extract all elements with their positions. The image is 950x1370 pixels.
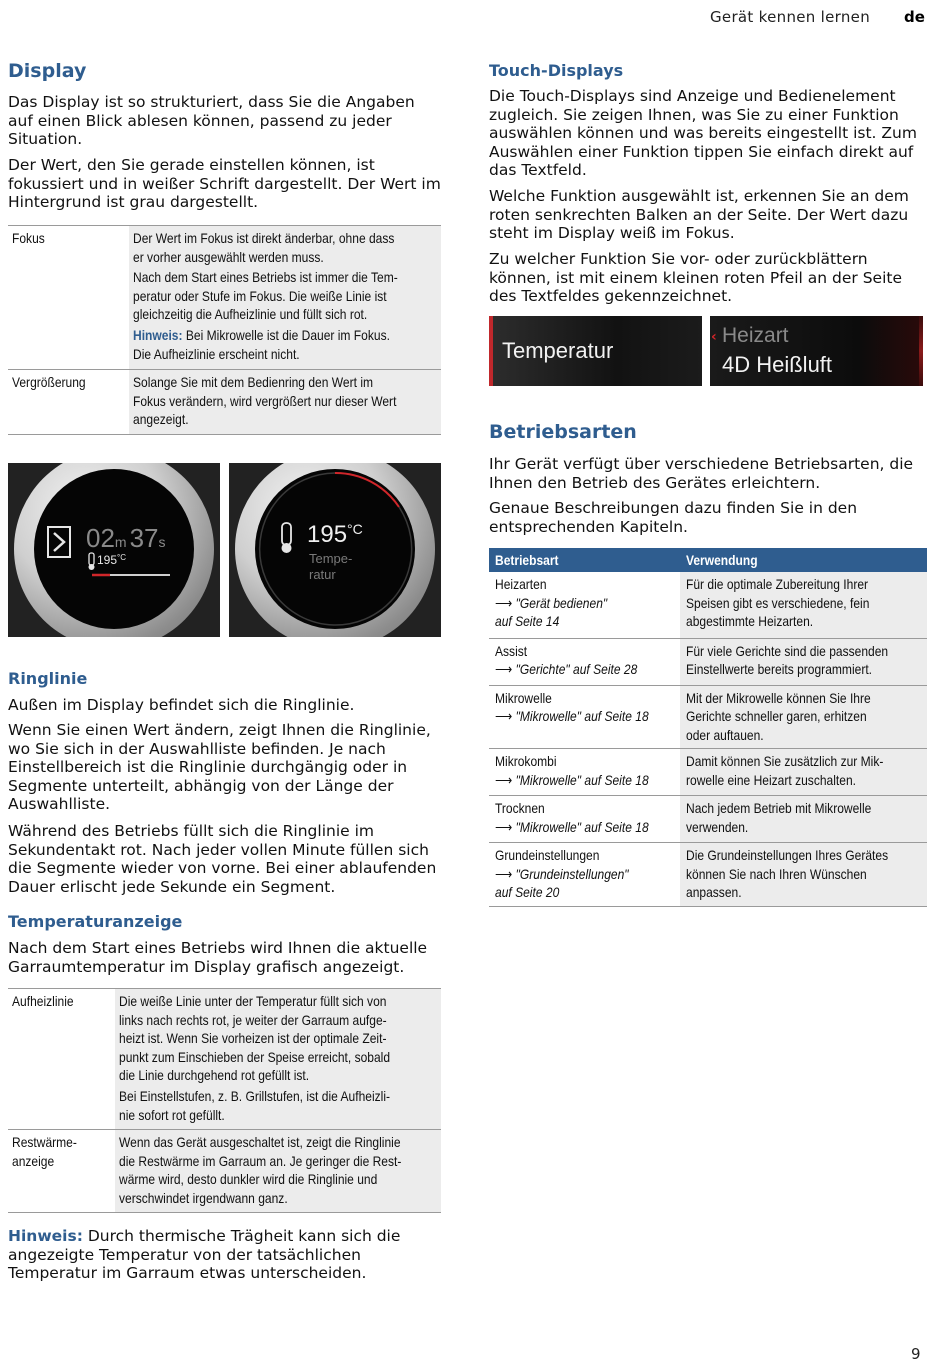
verwendung-cell: Mit der Mikrowelle können Sie Ihre Gerichte schneller garen, erhitzen oder auftauen. — [680, 685, 927, 749]
desc-vergroesserung: Solange Sie mit dem Bedienring den Wert im Fokus verändern, wird vergrößert nur dieser Wert angezeigt. — [129, 370, 441, 434]
column-header-verwendung: Verwendung — [680, 548, 927, 572]
microwave-door-icon — [48, 527, 70, 557]
ringlinie-paragraph-3: Während des Betriebs füllt sich die Ringlinie im Sekundentakt rot. Nach jeder vollen Minute füllen sich die Segmente wieder von vorne. Bei einer ablaufenden Dauer erlischt jede Sekunde ein Segment. — [8, 822, 437, 896]
touch-paragraph-1: Die Touch-Displays sind Anzeige und Bedienelement zugleich. Sie zeigen Ihnen, was Sie zu einer Funktion auswählen können und was bereits eingestellt ist. Zum Auswählen einer Funktion tippen Sie einfach direkt auf das Textfeld. — [489, 87, 917, 180]
term-restwaermeanzeige: Restwärme- anzeige — [12, 1134, 77, 1169]
display-image-duration — [8, 463, 220, 637]
term-aufheizlinie: Aufheizlinie — [12, 993, 74, 1009]
term-vergroesserung: Vergrößerung — [12, 374, 86, 390]
table-row — [489, 638, 927, 685]
thermometer-small-icon — [89, 553, 95, 570]
display-image-temperature — [229, 463, 441, 637]
table-row — [489, 843, 927, 907]
display-heading: Display — [8, 60, 87, 82]
duration-value: 02m 37s — [86, 523, 166, 553]
arrow-icon: ⟶ — [495, 594, 513, 611]
table-row — [489, 796, 927, 843]
ring-line-red — [335, 473, 399, 507]
column-header-betriebsart: Betriebsart — [489, 548, 680, 572]
arrow-icon: ⟶ — [495, 771, 513, 788]
definition-row-fokus — [8, 226, 441, 370]
heizart-label: Heizart — [722, 324, 789, 347]
desc-aufheizlinie: Die weiße Linie unter der Temperatur füllt sich von links nach rechts rot, je weiter der Garraum aufge- heizt ist. Wenn Sie vorheizen ist der optimale Zeit- punkt zum Einschieben der Speise erreicht, sobald die Linie durchgehend rot gefüllt ist. Bei Einstellstufen, z. B. Grillstufen, ist die Aufheizli- nie sofort rot gefüllt. — [115, 989, 441, 1129]
heizart-value: 4D Heißluft — [722, 352, 833, 377]
betriebsart-cell: Grundeinstellungen ⟶ "Grundeinstellungen" auf Seite 20 — [489, 843, 680, 907]
touch-displays-heading: Touch-Displays — [489, 61, 624, 80]
header-section-title: Gerät kennen lernen — [710, 8, 870, 26]
ringlinie-heading: Ringlinie — [8, 669, 88, 688]
definition-row-restwaermeanzeige — [8, 1130, 441, 1212]
betriebsarten-heading: Betriebsarten — [489, 421, 637, 443]
small-temp-value: $195^{^\circ C}$ — [97, 553, 127, 567]
touch-paragraph-3: Zu welcher Funktion Sie vor- oder zurückblättern können, ist mit einem kleinen roten Pfeil an der Seite des Textfeldes gekennzeichnet. — [489, 250, 903, 306]
page-reference-link[interactable]: "Gerät bedienen" — [515, 594, 608, 611]
temperaturanzeige-paragraph: Nach dem Start eines Betriebs wird Ihnen die aktuelle Garraumtemperatur im Display grafisch angezeigt. — [8, 939, 428, 976]
touch-display-heizart — [710, 316, 923, 386]
page-reference-link[interactable]: "Gerichte" auf Seite 28 — [515, 661, 638, 678]
play-arrow-icon — [54, 533, 64, 551]
table-row — [489, 685, 927, 749]
betriebsarten-paragraph-2: Genaue Beschreibungen dazu finden Sie in den entsprechenden Kapiteln. — [489, 499, 858, 536]
header-language: de — [904, 8, 925, 26]
touch-display-label: Temperatur — [502, 338, 614, 363]
term-fokus: Fokus — [12, 230, 45, 246]
betriebsart-cell: Trocknen ⟶ "Mikrowelle" auf Seite 18 — [489, 796, 680, 843]
hint-label: Hinweis: — [8, 1227, 83, 1245]
betriebsart-cell: Mikrokombi ⟶ "Mikrowelle" auf Seite 18 — [489, 749, 680, 796]
desc-fokus: Der Wert im Fokus ist direkt änderbar, ohne dass er vorher ausgewählt werden muss. Nach dem Start eines Betriebs ist immer die Tem- peratur oder Stufe im Fokus. Die weiße Linie ist gleichzeitig die Aufheizlinie und füllt sich rot. Hinweis: Bei Mikrowelle ist die Dauer im Fokus. Die Aufheizlinie erscheint nicht. — [129, 226, 441, 369]
temperature-label: Tempe- ratur — [309, 551, 353, 582]
page-number: 9 — [911, 1345, 921, 1363]
selection-bar — [489, 316, 493, 386]
table-row — [489, 749, 927, 796]
betriebsart-cell: Heizarten ⟶ "Gerät bedienen" auf Seite 14 — [489, 572, 680, 638]
back-arrow-icon: ‹ — [711, 329, 717, 345]
verwendung-cell: Nach jedem Betrieb mit Mikrowelle verwenden. — [680, 796, 927, 843]
arrow-icon: ⟶ — [495, 818, 513, 835]
page-reference-link[interactable]: "Grundeinstellungen" — [515, 865, 629, 882]
ringlinie-paragraph-1: Außen im Display befindet sich die Ringlinie. — [8, 696, 355, 714]
temperaturanzeige-heading: Temperaturanzeige — [8, 912, 183, 931]
display-paragraph-1: Das Display ist so strukturiert, dass Sie die Angaben auf einen Blick ablesen können, passend zu jeder Situation. — [8, 93, 415, 149]
arrow-icon: ⟶ — [495, 708, 513, 725]
temperature-hint: Hinweis: Durch thermische Trägheit kann sich die angezeigte Temperatur von der tatsächlichen Temperatur im Garraum etwas unterscheiden. — [8, 1227, 401, 1283]
edge-glow — [919, 316, 923, 386]
page-reference-link[interactable]: "Mikrowelle" auf Seite 18 — [515, 708, 649, 725]
verwendung-cell: Für die optimale Zubereitung Ihrer Speisen gibt es verschiedene, fein abgestimmte Heizarten. — [680, 572, 927, 638]
table-header-row — [489, 548, 927, 572]
temperature-definition-table — [8, 988, 441, 1213]
verwendung-cell: Für viele Gerichte sind die passenden Einstellwerte bereits programmiert. — [680, 638, 927, 685]
verwendung-cell: Die Grundeinstellungen Ihres Gerätes können Sie nach Ihren Wünschen anpassen. — [680, 843, 927, 907]
focus-temperature-value: 195°C — [307, 521, 363, 548]
betriebsart-cell: Mikrowelle ⟶ "Mikrowelle" auf Seite 18 — [489, 685, 680, 749]
arrow-icon: ⟶ — [495, 661, 513, 678]
definition-row-vergroesserung — [8, 370, 441, 434]
thermometer-icon — [282, 523, 292, 553]
display-definition-table — [8, 225, 441, 435]
definition-row-aufheizlinie — [8, 989, 441, 1130]
verwendung-cell: Damit können Sie zusätzlich zur Mik- rowelle eine Heizart zuschalten. — [680, 749, 927, 796]
temperature-ring-graphic — [229, 463, 441, 637]
betriebsarten-paragraph-1: Ihr Gerät verfügt über verschiedene Betriebsarten, die Ihnen den Betrieb des Gerätes erleichtern. — [489, 455, 914, 492]
display-paragraph-2: Der Wert, den Sie gerade einstellen können, ist fokussiert und in weißer Schrift dargestellt. Der Wert im Hintergrund ist grau dargestellt. — [8, 156, 441, 212]
ringlinie-paragraph-2: Wenn Sie einen Wert ändern, zeigt Ihnen die Ringlinie, wo Sie sich in der Auswahlliste befinden. Je nach Einstellbereich ist die Ringlinie durchgängig oder in Segmente unterteilt, abhängig von der Länge der Auswahlliste. — [8, 721, 431, 814]
table-row — [489, 572, 927, 638]
betriebsart-cell: Assist ⟶ "Gerichte" auf Seite 28 — [489, 638, 680, 685]
desc-restwaermeanzeige: Wenn das Gerät ausgeschaltet ist, zeigt die Ringlinie die Restwärme im Garraum an. Je geringer die Rest- wärme wird, desto dunkler wird die Ringlinie und verschwindet irgendwann ganz. — [115, 1130, 441, 1212]
page-reference-link[interactable]: "Mikrowelle" auf Seite 18 — [515, 818, 649, 835]
touch-display-temperatur — [489, 316, 702, 386]
hint-label: Hinweis: — [133, 326, 183, 343]
touch-paragraph-2: Welche Funktion ausgewählt ist, erkennen Sie an dem roten senkrechten Balken an der Seite. Der Wert dazu steht im Display weiß im Fokus. — [489, 187, 909, 243]
betriebsarten-table — [489, 548, 927, 907]
page-reference-link[interactable]: "Mikrowelle" auf Seite 18 — [515, 771, 649, 788]
arrow-icon: ⟶ — [495, 865, 513, 882]
